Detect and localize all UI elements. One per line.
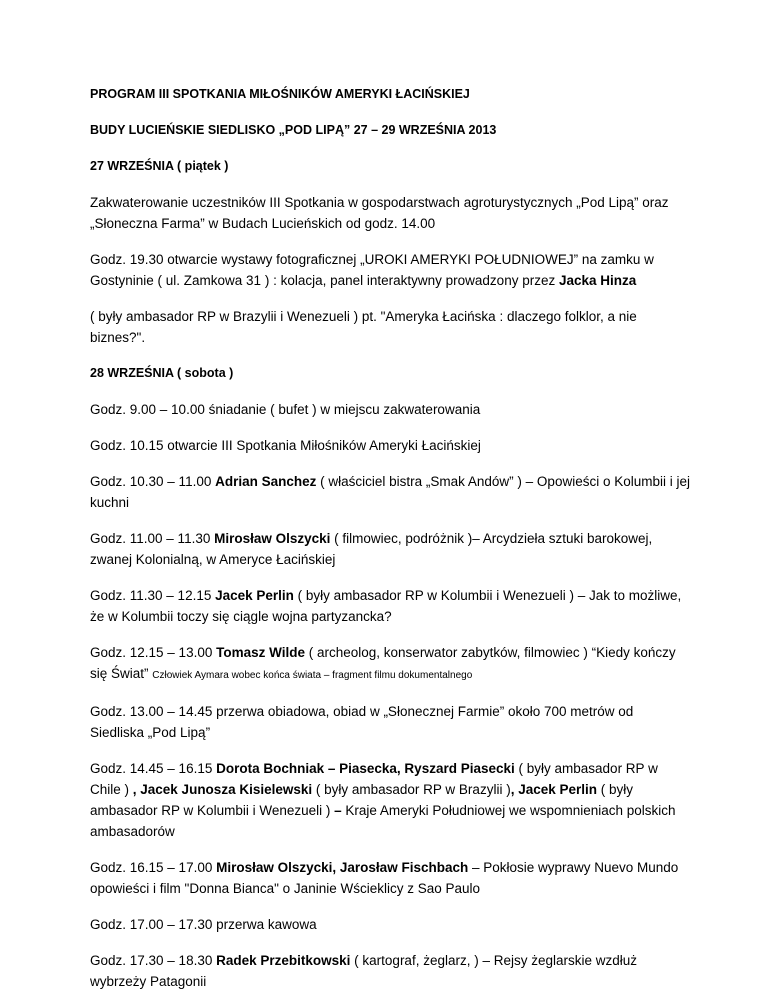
item-exhibition-opening [90,249,690,291]
item-text: – Pokłosie wyprawy Nuevo Mundo opowieści i film "Donna Bianca" o Janinie Wścieklicy z Sao Paulo [90,860,679,896]
item-time: Godz. 17.30 – 18.30 [90,953,217,968]
item-text: ( kartograf, żeglarz, ) – Rejsy żeglarskie wzdłuż wybrzeży Patagonii [90,953,638,989]
document-body [90,84,690,1007]
item-text: ( były ambasador RP w Chile ) [90,761,658,797]
item-talk-perlin [90,585,690,627]
item-opening: Godz. 10.15 otwarcie III Spotkania Miłośników Ameryki Łacińskiej [90,438,481,453]
item-text: Godz. 19.30 otwarcie wystawy fotograficznej „UROKI AMERYKI POŁUDNIOWEJ” na zamku w Gostyninie ( ul. Zamkowa 31 ) : kolacja, panel interaktywny prowadzony przez [90,252,654,288]
speaker-name: Radek Przebitkowski [216,953,351,968]
item-time: Godz. 11.00 – 11.30 [90,531,215,546]
speaker-name: , Jacek Perlin [510,782,597,797]
item-exhibition-details: ( były ambasador RP w Brazylii i Wenezueli ) pt. "Ameryka Łacińska : dlaczego folklor, a nie biznes?". [90,309,637,345]
item-time: Godz. 14.45 – 16.15 [90,761,217,776]
day-heading-friday: 27 WRZEŚNIA ( piątek ) [90,159,229,173]
program-location-dates: BUDY LUCIEŃSKIE SIEDLISKO „POD LIPĄ” 27 – 29 WRZEŚNIA 2013 [90,123,497,137]
item-text: ( były ambasador RP w Kolumbii i Wenezueli ) – Jak to możliwe, że w Kolumbii toczy się ciągle wojna partyzancka? [90,588,682,624]
item-text: ( właściciel bistra „Smak Andów” ) – Opowieści o Kolumbii i jej kuchni [90,474,690,510]
item-time: Godz. 10.30 – 11.00 [90,474,216,489]
item-accommodation: Zakwaterowanie uczestników III Spotkania w gospodarstwach agroturystycznych „Pod Lipą” oraz „Słoneczna Farma” w Budach Lucieńskich od godz. 14.00 [90,195,669,231]
item-time: Godz. 16.15 – 17.00 [90,860,217,875]
item-text: ( archeolog, konserwator zabytków, filmowiec ) “Kiedy kończy się Świat” [90,645,676,681]
program-title: PROGRAM III SPOTKANIA MIŁOŚNIKÓW AMERYKI ŁACIŃSKIEJ [90,87,470,101]
speaker-name: Jacek Perlin [215,588,294,603]
speaker-name: Tomasz Wilde [216,645,305,660]
item-talk-wilde [90,642,690,686]
day-heading-saturday: 28 WRZEŚNIA ( sobota ) [90,366,234,380]
item-talk-sanchez [90,471,690,513]
item-time: Godz. 11.30 – 12.15 [90,588,216,603]
item-text: ( były ambasador RP w Brazylii ) [312,782,511,797]
item-text: ( filmowiec, podróżnik )– Arcydzieła sztuki barokowej, zwanej Kolonialną, w Ameryce Łacińskiej [90,531,653,567]
speaker-name: , Jacek Junosza Kisielewski [132,782,313,797]
item-text: Kraje Ameryki Południowej we wspomnieniach polskich ambasadorów [90,803,676,839]
item-talk-nuevo-mundo [90,857,690,899]
speaker-name: Dorota Bochniak – Piasecka, Ryszard Piasecki [216,761,515,776]
item-time: Godz. 12.15 – 13.00 [90,645,217,660]
speaker-name: Mirosław Olszycki [214,531,331,546]
item-dash: – [334,803,346,818]
item-panel-ambassadors [90,758,690,842]
item-breakfast: Godz. 9.00 – 10.00 śniadanie ( bufet ) w miejscu zakwaterowania [90,402,481,417]
speaker-name: Mirosław Olszycki, Jarosław Fischbach [216,860,469,875]
speaker-name: Adrian Sanchez [215,474,317,489]
item-coffee-break: Godz. 17.00 – 17.30 przerwa kawowa [90,917,317,932]
item-text: ( były ambasador RP w Kolumbii i Wenezueli ) [90,782,634,818]
item-talk-olszycki [90,528,690,570]
item-subtext: Człowiek Aymara wobec końca świata – fragment filmu dokumentalnego [152,670,473,681]
speaker-name: Jacka Hinza [558,273,637,288]
item-talk-przebitkowski [90,950,690,992]
item-lunch: Godz. 13.00 – 14.45 przerwa obiadowa, obiad w „Słonecznej Farmie” około 700 metrów od Siedliska „Pod Lipą” [90,704,634,740]
